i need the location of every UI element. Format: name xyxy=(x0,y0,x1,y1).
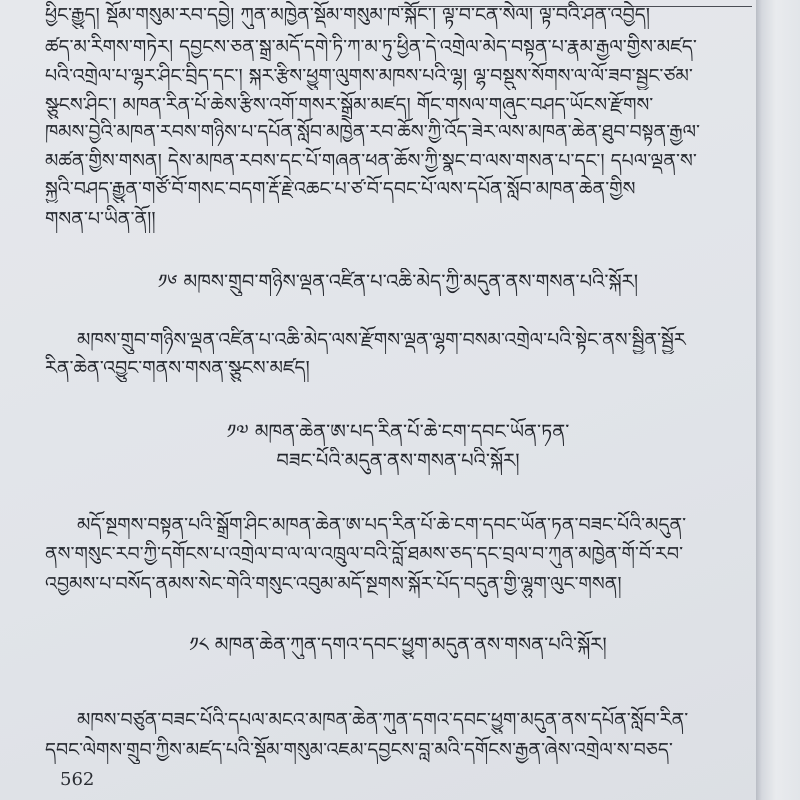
text-line: མཁས་བཙུན་བཟང་པོའི་དཔལ་མངའ་མཁན་ཆེན་ཀུན་དགའ་དབང་ཕྱུག་མདུན་ནས་དཔོན་སློབ་རིན་ xyxy=(77,709,689,731)
text-line: རིན་ཆེན་འབྱུང་གནས་གསན་སྩུངས་མཛད། xyxy=(45,357,310,379)
text-line: ཚད་མ་རིགས་གཏེར། དབྱངས་ཅན་སྒྲ་མདོ་དགེ་ཏི་ཀ་མ་ཏུ་ཕྱིན་དེ་འགྲེལ་མེད་བསྟན་པ་རྣམ་རྒྱལ་གྱིས་མཛད་ xyxy=(45,36,697,58)
text-line: པའི་འགྲེལ་པ་ལྷར་ཤིང་བྲིད་དང་། སྐར་རྩིས་ཕྱུག་ལུགས་མཁས་པའི་ལྷ། ལྷ་བསྡུས་སོགས་ལ་ལོ་ཟབ་སྦྱང་ཙམ་ xyxy=(45,65,693,87)
facing-page-edge xyxy=(756,0,800,800)
text-line: མཚན་གྱིས་གསན། དེས་མཁན་རབས་དང་པོ་གཞན་ཕན་ཆོས་ཀྱི་སྣང་བ་ལས་གསན་པ་དང་། དཔལ་ལྡན་ས་ xyxy=(45,150,697,172)
section-heading-continued: བཟང་པོའི་མདུན་ནས་གསན་པའི་སྐོར། xyxy=(276,449,520,472)
text-line: མཁས་གྲུབ་གཉིས་ལྡན་འཛིན་པ་འཆི་མེད་ལས་རྫོགས་ལྡན་ལྷག་བསམ་འགྲེལ་པའི་སྟེང་ནས་སྦྱིན་སྦྱོར xyxy=(77,329,686,351)
text-line: འབྱམས་པ་བསོད་ནམས་སེང་གེའི་གསུང་འབུམ་མདོ་སྔགས་སྐོར་པོད་བདུན་གྱི་ལྷུག་ལུང་གསན། xyxy=(45,573,622,595)
text-line: སྩུངས་ཤིང་། མཁན་རིན་པོ་ཆེས་རྩིས་འགོ་གསར་སྒྲོམ་མཛད། གོང་གསལ་གཞུང་བཤད་ཡོངས་རྫོགས་ xyxy=(45,94,654,116)
page-number: 562 xyxy=(60,769,95,790)
text-line: ནས་གསུང་རབ་ཀྱི་དགོངས་པ་འགྲེལ་བ་ལ་ལ་འཁྲུལ་བའི་བློ་ཐམས་ཅད་དང་བྲལ་བ་ཀུན་མཁྱེན་གོ་བོ་རབ་ xyxy=(45,543,684,565)
text-line: གསན་པ་ཡིན་ནོ།། xyxy=(45,208,156,230)
section-heading: ༡༨ མཁན་ཆེན་ཀུན་དགའ་དབང་ཕྱུག་མདུན་ནས་གསན་པའི་སྐོར། xyxy=(189,633,607,656)
text-line: སྐྱའི་བཤད་རྒྱུན་གཙོ་བོ་གསང་བདག་རྡོ་རྗེ་འཆང་པ་ཙ་བོ་དབང་པོ་ལས་དཔོན་སློབ་མཁན་ཆེན་གྱིས xyxy=(45,178,636,200)
section-heading: ༡༧ མཁན་ཆེན་ཨ་པད་རིན་པོ་ཆེ་ངག་དབང་ཡོན་ཏན་ xyxy=(226,420,570,443)
text-line: དབང་ལེགས་གྲུབ་ཀྱིས་མཛད་པའི་སྡོམ་གསུམ་འཇམ་དབྱངས་བླ་མའི་དགོངས་རྒྱན་ཞེས་འགྲེལ་ས་བཅད་ xyxy=(45,739,673,761)
text-line: མདོ་སྔགས་བསྟན་པའི་སྒྲོག་ཤིང་མཁན་ཆེན་ཨ་པད་རིན་པོ་ཆེ་ངག་དབང་ཡོན་ཏན་བཟང་པོའི་མདུན་ xyxy=(77,514,687,536)
section-heading: ༡༦ མཁས་གྲུབ་གཉིས་ལྡན་འཛིན་པ་འཆི་མེད་ཀྱི་མདུན་ནས་གསན་པའི་སྐོར། xyxy=(157,270,639,293)
text-line: ཁམས་བྱེའི་མཁན་རབས་གཉིས་པ་དཔོན་སློབ་མཁྱེན་རབ་ཆོས་ཀྱི་འོད་ཟེར་ལས་མཁན་ཆེན་ཐུབ་བསྟན་རྒྱལ་ xyxy=(45,121,701,143)
text-line: ཕྱིང་རྒྱུད། སྡོམ་གསུམ་རབ་དབྱེ། ཀུན་མཁྱེན་སྡོམ་གསུམ་ཁ་སྐོང་། ལྟ་བ་ངན་སེལ། ལྟ་བའི་ཤན་འབྱེད། xyxy=(45,4,651,26)
